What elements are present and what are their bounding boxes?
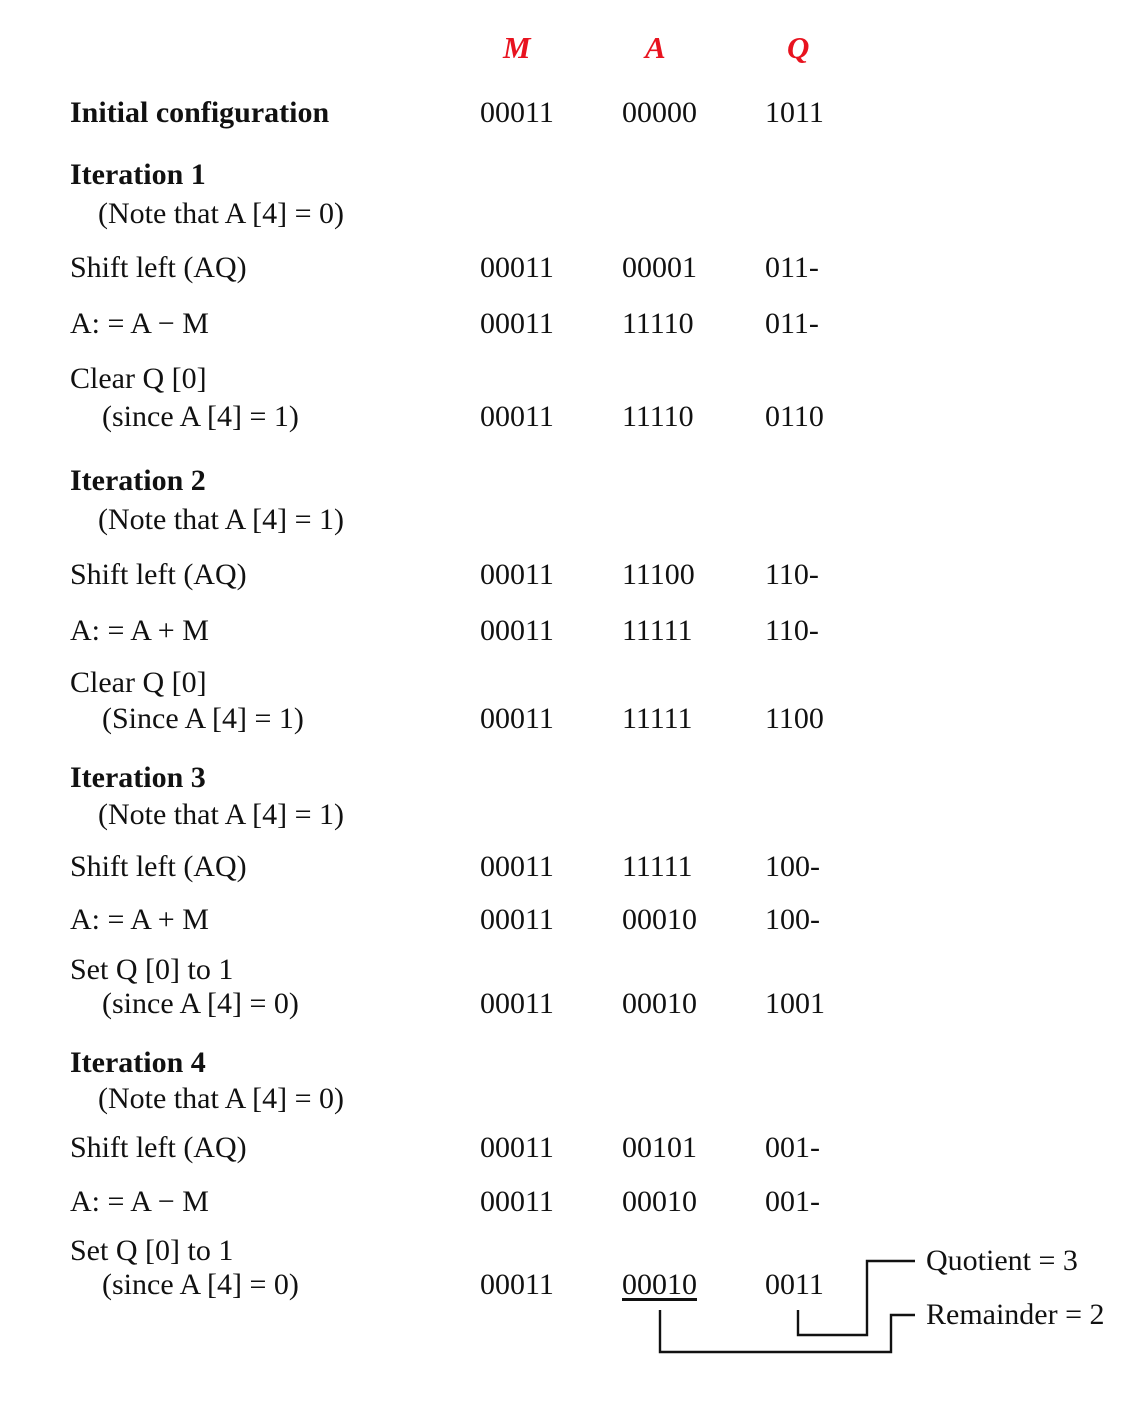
cell-a: 11111 [622, 702, 693, 735]
cell-m: 00011 [480, 614, 554, 647]
cell-m: 00011 [480, 96, 554, 129]
cell-q: 110- [765, 558, 819, 591]
cell-m: 00011 [480, 903, 554, 936]
iteration-4-title: Iteration 4 [70, 1046, 206, 1079]
step-label: Set Q [0] to 1 [70, 953, 234, 986]
cell-m: 00011 [480, 850, 554, 883]
cell-a: 11100 [622, 558, 695, 591]
row-label-initial: Initial configuration [70, 96, 330, 129]
iteration-2-title: Iteration 2 [70, 464, 206, 497]
iteration-2-note: (Note that A [4] = 1) [98, 503, 345, 536]
step-label: Shift left (AQ) [70, 251, 247, 284]
cell-a: 11110 [622, 400, 694, 433]
remainder-bracket [660, 1310, 915, 1352]
iteration-4-note: (Note that A [4] = 0) [98, 1082, 345, 1115]
remainder-label: Remainder = 2 [926, 1298, 1105, 1331]
cell-a: 11110 [622, 307, 694, 340]
step-label: Shift left (AQ) [70, 850, 247, 883]
iteration-1-note: (Note that A [4] = 0) [98, 197, 345, 230]
step-note: (since A [4] = 0) [102, 1268, 299, 1301]
cell-m: 00011 [480, 702, 554, 735]
step-label: A: = A − M [70, 307, 209, 340]
cell-q: 001- [765, 1185, 820, 1218]
cell-a: 00000 [622, 96, 697, 129]
cell-a: 00001 [622, 251, 697, 284]
step-label: Set Q [0] to 1 [70, 1234, 234, 1267]
cell-m: 00011 [480, 558, 554, 591]
header-q: Q [787, 30, 810, 65]
cell-q: 1001 [765, 987, 825, 1020]
iteration-3-title: Iteration 3 [70, 761, 206, 794]
step-label: A: = A − M [70, 1185, 209, 1218]
header-m: M [503, 30, 531, 65]
iteration-3-note: (Note that A [4] = 1) [98, 798, 345, 831]
step-note: (since A [4] = 0) [102, 987, 299, 1020]
cell-m: 00011 [480, 1185, 554, 1218]
cell-q: 1100 [765, 702, 824, 735]
final-remainder-value: 00010 [622, 1268, 697, 1301]
cell-q: 011- [765, 307, 819, 340]
step-note: (Since A [4] = 1) [102, 702, 304, 735]
step-label: A: = A + M [70, 903, 209, 936]
cell-a: 00010 [622, 1185, 697, 1218]
cell-q: 100- [765, 903, 820, 936]
cell-m: 00011 [480, 307, 554, 340]
cell-a: 11111 [622, 850, 693, 883]
step-label: Shift left (AQ) [70, 1131, 247, 1164]
cell-q: 1011 [765, 96, 824, 129]
cell-q: 0110 [765, 400, 824, 433]
cell-m: 00011 [480, 1131, 554, 1164]
cell-m: 00011 [480, 400, 554, 433]
header-a: A [645, 30, 666, 65]
step-label: Clear Q [0] [70, 666, 207, 699]
quotient-label: Quotient = 3 [926, 1244, 1078, 1277]
cell-q: 110- [765, 614, 819, 647]
cell-a: 11111 [622, 614, 693, 647]
step-label: Shift left (AQ) [70, 558, 247, 591]
cell-m: 00011 [480, 251, 554, 284]
final-quotient-value: 0011 [765, 1268, 824, 1301]
step-note: (since A [4] = 1) [102, 400, 299, 433]
cell-q: 011- [765, 251, 819, 284]
cell-a: 00101 [622, 1131, 697, 1164]
cell-a: 00010 [622, 987, 697, 1020]
quotient-bracket [798, 1261, 915, 1335]
cell-q: 100- [765, 850, 820, 883]
step-label: A: = A + M [70, 614, 209, 647]
cell-a: 00010 [622, 903, 697, 936]
iteration-1-title: Iteration 1 [70, 158, 206, 191]
cell-q: 001- [765, 1131, 820, 1164]
step-label: Clear Q [0] [70, 362, 207, 395]
cell-m: 00011 [480, 1268, 554, 1301]
cell-m: 00011 [480, 987, 554, 1020]
